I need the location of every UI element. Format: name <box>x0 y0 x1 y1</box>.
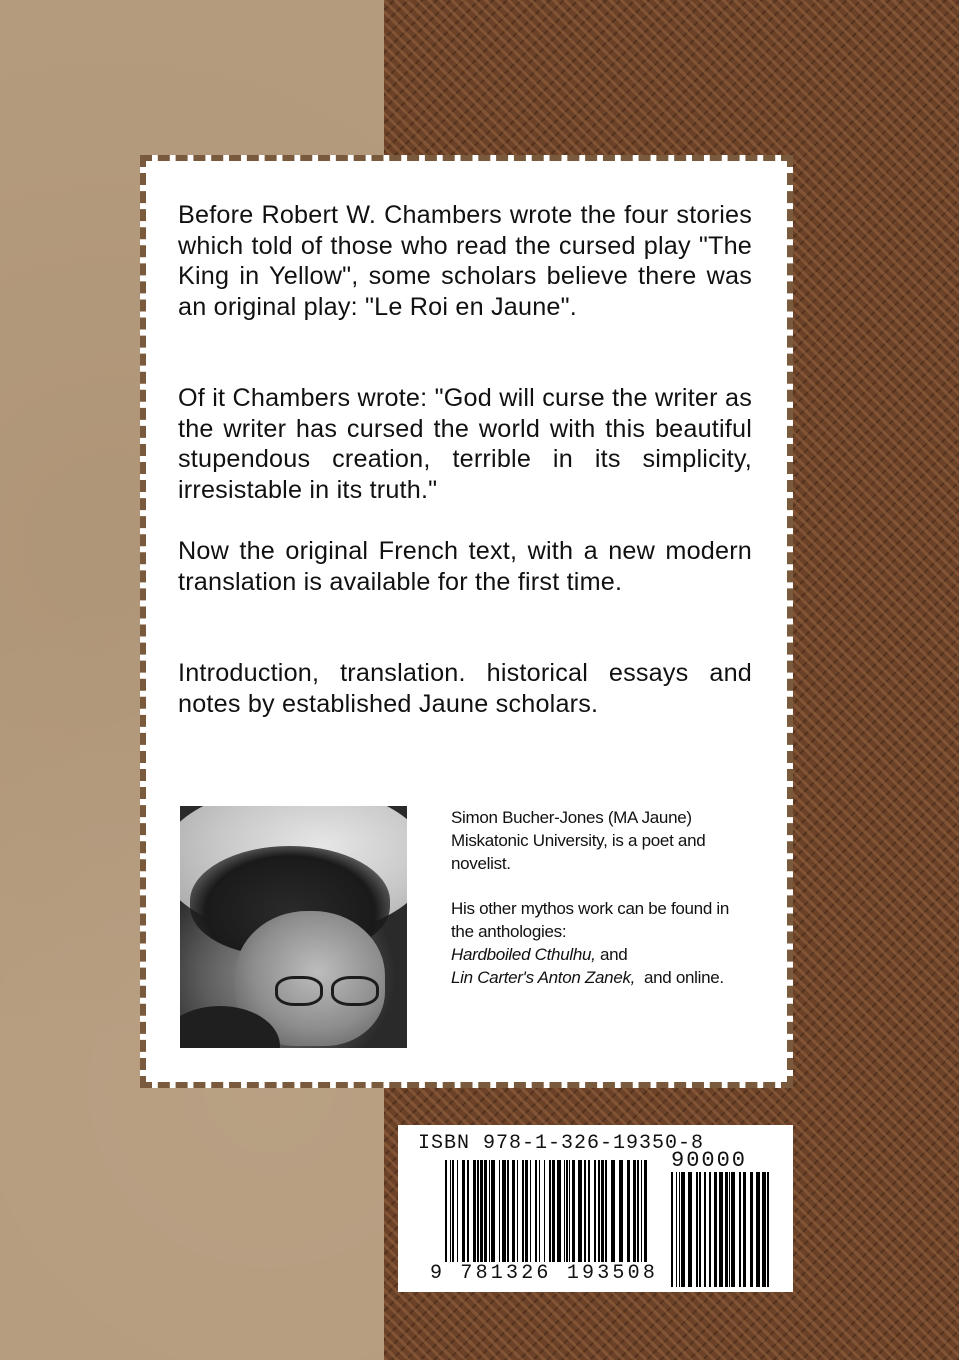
blurb-paragraph-4: Introduction, translation. historical essays and notes by established Jaune scholars. <box>178 659 752 718</box>
author-other-works <box>451 897 771 989</box>
barcode-stripe <box>598 1160 600 1272</box>
ean-digits: 9 781326 193508 <box>430 1262 659 1285</box>
barcode-stripe <box>605 1160 607 1272</box>
barcode-stripe <box>756 1172 760 1287</box>
addon-digits: 90000 <box>671 1148 748 1173</box>
barcode-stripe <box>445 1160 447 1272</box>
barcode-stripe <box>601 1160 604 1272</box>
barcode-stripe <box>619 1160 623 1272</box>
barcode-stripe <box>450 1160 451 1272</box>
blurb-paragraph-3: Now the original French text, with a new modern translation is available for the first time. <box>178 537 752 596</box>
barcode-stripe <box>572 1160 575 1272</box>
barcode-stripe <box>676 1172 677 1287</box>
bio-line: His other mythos work can be found in <box>451 899 730 918</box>
author-photo <box>180 806 407 1048</box>
barcode-stripe <box>704 1172 706 1287</box>
bio-line: and <box>595 945 628 964</box>
barcode-stripe <box>767 1172 769 1287</box>
barcode-stripe <box>457 1160 458 1272</box>
isbn-number: ISBN 978-1-326-19350-8 <box>418 1132 705 1155</box>
barcode-stripe <box>517 1160 518 1272</box>
barcode-stripe <box>688 1172 692 1287</box>
barcode-stripe <box>544 1160 545 1272</box>
barcode-stripe <box>584 1160 586 1272</box>
book-title: Lin Carter's Anton Zanek, <box>451 968 636 987</box>
barcode-stripe <box>743 1172 746 1287</box>
barcode-stripe <box>644 1160 647 1272</box>
barcode-stripe <box>671 1172 673 1287</box>
bio-line: novelist. <box>451 854 511 873</box>
barcode-stripe <box>491 1160 495 1272</box>
barcode-stripe <box>641 1160 642 1272</box>
barcode-stripe <box>507 1160 509 1272</box>
barcode-stripe <box>549 1160 551 1272</box>
barcode-stripe <box>731 1172 735 1287</box>
barcode-stripe <box>681 1172 685 1287</box>
barcode-stripe <box>594 1160 596 1272</box>
barcode-stripe <box>588 1160 590 1272</box>
barcode-stripe <box>484 1160 487 1272</box>
barcode-stripe <box>566 1160 568 1272</box>
barcode-stripe <box>762 1172 766 1287</box>
barcode-stripe <box>725 1172 728 1287</box>
barcode-stripe <box>637 1160 639 1272</box>
bio-line: and online. <box>635 968 724 987</box>
barcode-stripe <box>729 1172 730 1287</box>
barcode-stripe <box>739 1172 741 1287</box>
barcode-stripe <box>633 1160 636 1272</box>
barcode-stripe <box>502 1160 506 1272</box>
barcode-stripe <box>480 1160 483 1272</box>
barcode-stripe <box>530 1160 531 1272</box>
blurb-paragraph-2: Of it Chambers wrote: "God will curse the writer as the writer has cursed the world with this beautiful stupendous creation, terrible in its simplicity, irresistable in its truth." <box>178 384 752 504</box>
barcode-stripe <box>569 1160 570 1272</box>
barcode-stripe <box>719 1172 723 1287</box>
author-bio <box>451 806 771 875</box>
barcode-stripe <box>525 1160 528 1272</box>
barcode-stripe <box>467 1160 469 1272</box>
barcode-stripe <box>699 1172 701 1287</box>
barcode-stripe <box>462 1160 465 1272</box>
barcode-stripe <box>552 1160 555 1272</box>
barcode-stripe <box>535 1160 537 1272</box>
barcode-stripe <box>477 1160 479 1272</box>
barcode-stripe <box>499 1160 500 1272</box>
barcode-stripe <box>696 1172 698 1287</box>
barcode-stripe <box>627 1160 630 1272</box>
blurb-paragraph-1: Before Robert W. Chambers wrote the four stories which told of those who read the cursed play "The King in Yellow", some scholars believe there was an original play: "Le Roi en Jaune". <box>178 201 752 321</box>
bio-line: Simon Bucher-Jones (MA Jaune) <box>451 808 692 827</box>
bio-line: the anthologies: <box>451 922 567 941</box>
barcode-stripe <box>611 1160 615 1272</box>
barcode-stripe <box>452 1160 454 1272</box>
barcode-stripe <box>750 1172 753 1287</box>
barcode-stripe <box>539 1160 540 1272</box>
barcode-stripe <box>473 1160 476 1272</box>
barcode-stripe <box>709 1172 711 1287</box>
barcode-stripe <box>557 1160 561 1272</box>
barcode-stripe <box>522 1160 524 1272</box>
barcode-stripe <box>578 1160 582 1272</box>
barcode-stripe <box>679 1172 680 1287</box>
book-title: Hardboiled Cthulhu, <box>451 945 596 964</box>
bio-line: Miskatonic University, is a poet and <box>451 831 706 850</box>
barcode-stripe <box>512 1160 515 1272</box>
barcode-stripe <box>489 1160 490 1272</box>
barcode-stripe <box>714 1172 717 1287</box>
barcode-stripe <box>564 1160 565 1272</box>
